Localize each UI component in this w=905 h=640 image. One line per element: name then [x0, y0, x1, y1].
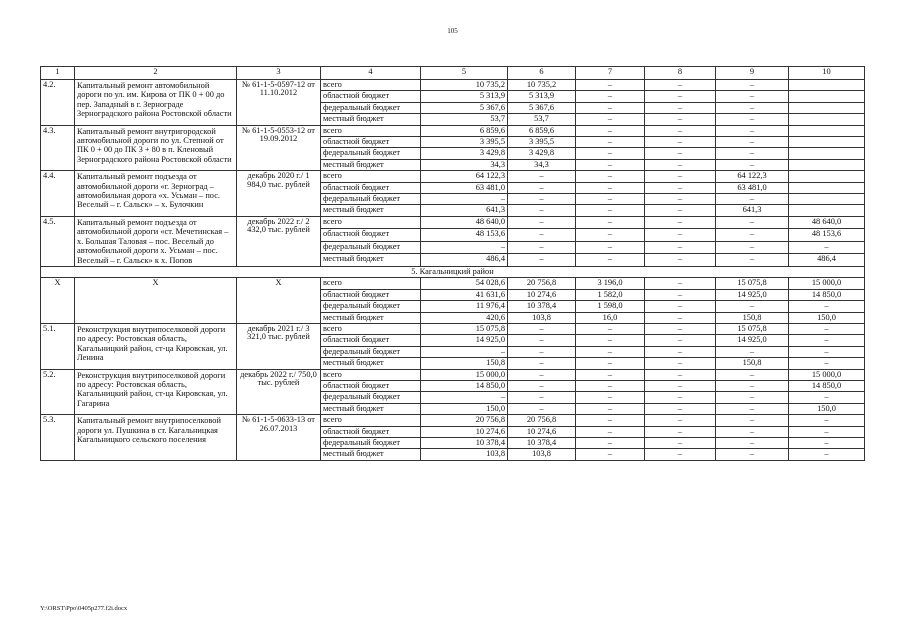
amount-cell	[789, 159, 865, 170]
funding-source: всего	[321, 125, 421, 136]
amount-cell: –	[508, 216, 576, 229]
amount-cell: –	[421, 194, 508, 205]
amount-cell: 10 378,4	[508, 438, 576, 449]
amount-cell: 3 429,8	[421, 148, 508, 159]
amount-cell: 14 850,0	[789, 289, 865, 300]
amount-cell: –	[645, 358, 716, 369]
amount-cell: –	[645, 278, 716, 289]
amount-cell: –	[716, 194, 789, 205]
amount-cell: 63 481,0	[421, 182, 508, 193]
amount-cell: –	[576, 241, 645, 254]
amount-cell: –	[716, 229, 789, 242]
column-header: 3	[237, 67, 321, 80]
amount-cell	[789, 194, 865, 205]
amount-cell: –	[716, 449, 789, 460]
amount-cell: 10 378,4	[421, 438, 508, 449]
amount-cell: 3 196,0	[576, 278, 645, 289]
total-marker: Х	[41, 278, 75, 324]
amount-cell: –	[645, 438, 716, 449]
amount-cell: 14 925,0	[716, 335, 789, 346]
amount-cell: –	[716, 216, 789, 229]
funding-source: местный бюджет	[321, 358, 421, 369]
funding-source: областной бюджет	[321, 289, 421, 300]
amount-cell: –	[508, 205, 576, 216]
amount-cell: 14 850,0	[421, 380, 508, 391]
amount-cell: –	[576, 254, 645, 267]
amount-cell: –	[576, 323, 645, 334]
amount-cell: –	[789, 426, 865, 437]
amount-cell: 15 000,0	[421, 369, 508, 380]
amount-cell: –	[576, 403, 645, 414]
amount-cell: –	[645, 403, 716, 414]
column-header: 4	[321, 67, 421, 80]
amount-cell: –	[716, 415, 789, 426]
amount-cell: –	[576, 346, 645, 357]
funding-source: местный бюджет	[321, 254, 421, 267]
amount-cell: 15 075,8	[716, 278, 789, 289]
table-row	[41, 278, 865, 289]
amount-cell: –	[508, 171, 576, 182]
amount-cell: –	[645, 159, 716, 170]
amount-cell	[789, 171, 865, 182]
amount-cell: 1 598,0	[576, 301, 645, 312]
amount-cell: 103,8	[421, 449, 508, 460]
amount-cell: 150,8	[716, 312, 789, 323]
amount-cell: 103,8	[508, 312, 576, 323]
amount-cell: 641,3	[421, 205, 508, 216]
object-name: Капитальный ремонт внутрипоселковой дороги ул. Пушкина в ст. Кагальницкая Кагальницкого сельского поселения	[75, 415, 237, 461]
amount-cell: 41 631,6	[421, 289, 508, 300]
amount-cell: 5 367,6	[421, 102, 508, 113]
amount-cell: –	[576, 80, 645, 91]
section-title: 5. Кагальницкий район	[41, 266, 865, 277]
amount-cell: 3 429,8	[508, 148, 576, 159]
amount-cell: –	[789, 335, 865, 346]
table-row	[41, 125, 865, 136]
table-row	[41, 216, 865, 229]
row-number: 4.5.	[41, 216, 75, 266]
funding-source: федеральный бюджет	[321, 301, 421, 312]
amount-cell: 10 735,2	[508, 80, 576, 91]
amount-cell: –	[645, 289, 716, 300]
amount-cell: 3 395,5	[421, 137, 508, 148]
amount-cell: –	[789, 449, 865, 460]
column-header: 6	[508, 67, 576, 80]
funding-source: областной бюджет	[321, 229, 421, 242]
amount-cell: 5 313,9	[421, 91, 508, 102]
amount-cell: 34,3	[421, 159, 508, 170]
section-row	[41, 266, 865, 277]
amount-cell: –	[508, 335, 576, 346]
amount-cell: 6 859,6	[421, 125, 508, 136]
amount-cell: –	[576, 137, 645, 148]
amount-cell: –	[576, 229, 645, 242]
row-number: 5.2.	[41, 369, 75, 415]
amount-cell	[789, 80, 865, 91]
column-header: 7	[576, 67, 645, 80]
amount-cell: –	[645, 182, 716, 193]
amount-cell: –	[716, 114, 789, 125]
amount-cell: –	[576, 392, 645, 403]
table-row	[41, 369, 865, 380]
amount-cell	[789, 137, 865, 148]
amount-cell: –	[576, 171, 645, 182]
object-name: Капитальный ремонт автомобильной дороги по ул. им. Кирова от ПК 0 + 00 до пер. Западный в г. Зернограде Зерноградского района Ростовской области	[75, 80, 237, 126]
document-info: декабрь 2022 г./ 2 432,0 тыс. рублей	[237, 216, 321, 266]
funding-source: областной бюджет	[321, 426, 421, 437]
amount-cell: –	[645, 216, 716, 229]
funding-source: областной бюджет	[321, 137, 421, 148]
amount-cell: –	[645, 205, 716, 216]
amount-cell: –	[576, 216, 645, 229]
amount-cell: –	[576, 125, 645, 136]
amount-cell: 53,7	[508, 114, 576, 125]
amount-cell: –	[716, 91, 789, 102]
amount-cell: –	[716, 159, 789, 170]
amount-cell: –	[789, 301, 865, 312]
amount-cell: –	[508, 182, 576, 193]
funding-source: федеральный бюджет	[321, 392, 421, 403]
amount-cell: –	[576, 415, 645, 426]
amount-cell: –	[789, 323, 865, 334]
funding-source: федеральный бюджет	[321, 148, 421, 159]
page-number: 105	[447, 27, 458, 35]
amount-cell: –	[576, 426, 645, 437]
amount-cell: –	[576, 102, 645, 113]
object-name: Реконструкция внутрипоселковой дороги по адресу: Ростовская область, Кагальницкий район, ст-ца Кировская, ул. Гагарина	[75, 369, 237, 415]
amount-cell: 1 582,0	[576, 289, 645, 300]
amount-cell: –	[716, 392, 789, 403]
amount-cell: –	[645, 380, 716, 391]
amount-cell: –	[576, 182, 645, 193]
budget-table	[40, 66, 865, 461]
funding-source: федеральный бюджет	[321, 346, 421, 357]
amount-cell: 150,0	[789, 312, 865, 323]
funding-source: областной бюджет	[321, 335, 421, 346]
amount-cell: 15 075,8	[421, 323, 508, 334]
amount-cell: –	[716, 137, 789, 148]
amount-cell: –	[576, 438, 645, 449]
amount-cell: –	[716, 241, 789, 254]
amount-cell: –	[508, 229, 576, 242]
amount-cell: 10 274,6	[421, 426, 508, 437]
amount-cell: –	[716, 438, 789, 449]
header-row	[41, 67, 865, 80]
amount-cell: 20 756,8	[508, 278, 576, 289]
amount-cell: –	[508, 392, 576, 403]
amount-cell: –	[576, 148, 645, 159]
amount-cell: 54 028,6	[421, 278, 508, 289]
amount-cell: –	[645, 114, 716, 125]
amount-cell: –	[645, 80, 716, 91]
amount-cell: 10 274,6	[508, 426, 576, 437]
document-info: декабрь 2021 г./ 3 321,0 тыс. рублей	[237, 323, 321, 369]
amount-cell: –	[576, 449, 645, 460]
amount-cell: 10 735,2	[421, 80, 508, 91]
amount-cell: 5 313,9	[508, 91, 576, 102]
amount-cell: –	[789, 438, 865, 449]
row-number: 4.2.	[41, 80, 75, 126]
amount-cell: 15 000,0	[789, 369, 865, 380]
amount-cell: –	[645, 323, 716, 334]
funding-source: местный бюджет	[321, 449, 421, 460]
amount-cell: –	[421, 392, 508, 403]
amount-cell: 420,6	[421, 312, 508, 323]
amount-cell: –	[645, 335, 716, 346]
amount-cell: 486,4	[789, 254, 865, 267]
funding-source: областной бюджет	[321, 380, 421, 391]
amount-cell	[789, 148, 865, 159]
amount-cell	[789, 114, 865, 125]
document-info: декабрь 2020 г./ 1 984,0 тыс. рублей	[237, 171, 321, 217]
table-row	[41, 171, 865, 182]
amount-cell: –	[645, 91, 716, 102]
amount-cell: –	[576, 358, 645, 369]
amount-cell: 16,0	[576, 312, 645, 323]
amount-cell: –	[645, 171, 716, 182]
amount-cell: –	[645, 415, 716, 426]
amount-cell: 48 640,0	[789, 216, 865, 229]
amount-cell: 48 640,0	[421, 216, 508, 229]
amount-cell	[789, 205, 865, 216]
amount-cell: –	[716, 301, 789, 312]
amount-cell: –	[645, 392, 716, 403]
funding-source: всего	[321, 323, 421, 334]
amount-cell: 150,8	[716, 358, 789, 369]
amount-cell: –	[716, 125, 789, 136]
amount-cell	[789, 102, 865, 113]
amount-cell: 150,0	[421, 403, 508, 414]
amount-cell: –	[508, 403, 576, 414]
amount-cell	[789, 182, 865, 193]
funding-source: местный бюджет	[321, 312, 421, 323]
amount-cell: 3 395,5	[508, 137, 576, 148]
file-path-footer: Y:\ORST\Ppo\0405p277.f2i.docx	[40, 605, 128, 612]
amount-cell: 10 378,4	[508, 301, 576, 312]
amount-cell: –	[789, 241, 865, 254]
amount-cell: 5 367,6	[508, 102, 576, 113]
amount-cell: 63 481,0	[716, 182, 789, 193]
amount-cell: 64 122,3	[421, 171, 508, 182]
amount-cell: –	[645, 369, 716, 380]
amount-cell: –	[716, 380, 789, 391]
amount-cell: –	[645, 137, 716, 148]
amount-cell: –	[576, 380, 645, 391]
funding-source: местный бюджет	[321, 403, 421, 414]
column-header: 5	[421, 67, 508, 80]
document-info: № 61-1-5-0597-12 от 11.10.2012	[237, 80, 321, 126]
amount-cell: –	[645, 346, 716, 357]
amount-cell: –	[789, 415, 865, 426]
amount-cell: –	[576, 335, 645, 346]
amount-cell: –	[716, 80, 789, 91]
amount-cell: 15 000,0	[789, 278, 865, 289]
amount-cell: –	[645, 194, 716, 205]
amount-cell: –	[716, 148, 789, 159]
amount-cell: 20 756,8	[421, 415, 508, 426]
amount-cell: –	[645, 426, 716, 437]
amount-cell: –	[508, 194, 576, 205]
amount-cell: –	[508, 346, 576, 357]
amount-cell	[789, 125, 865, 136]
amount-cell: –	[645, 241, 716, 254]
object-name: Реконструкция внутрипоселковой дороги по адресу: Ростовская область, Кагальницкий район, ст-ца Кировская, ул. Ленина	[75, 323, 237, 369]
amount-cell: –	[576, 194, 645, 205]
column-header: 8	[645, 67, 716, 80]
amount-cell: –	[645, 301, 716, 312]
amount-cell: –	[645, 254, 716, 267]
document-info: № 61-1-5-0633-13 от 26.07.2013	[237, 415, 321, 461]
amount-cell: 641,3	[716, 205, 789, 216]
amount-cell: –	[645, 229, 716, 242]
amount-cell: 48 153,6	[421, 229, 508, 242]
funding-source: федеральный бюджет	[321, 241, 421, 254]
amount-cell: –	[716, 102, 789, 113]
funding-source: всего	[321, 216, 421, 229]
amount-cell: 34,3	[508, 159, 576, 170]
funding-source: федеральный бюджет	[321, 194, 421, 205]
table-row	[41, 80, 865, 91]
amount-cell: 103,8	[508, 449, 576, 460]
funding-source: местный бюджет	[321, 205, 421, 216]
amount-cell: –	[645, 312, 716, 323]
amount-cell: 14 925,0	[421, 335, 508, 346]
object-name: Капитальный ремонт подъезда от автомобильной дороги «ст. Мечетинская – х. Большая Таловая – пос. Веселый до автомобильной дороги х. Усьман – пос. Веселый – г. Сальск» к х. Попов	[75, 216, 237, 266]
funding-source: всего	[321, 278, 421, 289]
amount-cell: –	[508, 369, 576, 380]
amount-cell: –	[576, 159, 645, 170]
amount-cell: –	[789, 358, 865, 369]
amount-cell: 14 850,0	[789, 380, 865, 391]
total-marker: Х	[237, 278, 321, 324]
amount-cell: –	[421, 241, 508, 254]
amount-cell: 14 925,0	[716, 289, 789, 300]
amount-cell: 15 075,8	[716, 323, 789, 334]
amount-cell: –	[645, 148, 716, 159]
amount-cell: –	[508, 358, 576, 369]
amount-cell: 6 859,6	[508, 125, 576, 136]
amount-cell: 150,0	[789, 403, 865, 414]
amount-cell: –	[716, 254, 789, 267]
funding-source: всего	[321, 80, 421, 91]
amount-cell: –	[576, 91, 645, 102]
amount-cell: –	[508, 241, 576, 254]
amount-cell: –	[716, 403, 789, 414]
funding-source: всего	[321, 369, 421, 380]
funding-source: местный бюджет	[321, 114, 421, 125]
object-name: Капитальный ремонт подъезда от автомобильной дороги «г. Зерноград – автомобильная дорога «х. Усьман – пос. Веселый – г. Сальск» – х. Булочкин	[75, 171, 237, 217]
table-row	[41, 323, 865, 334]
amount-cell: –	[421, 346, 508, 357]
table-row	[41, 415, 865, 426]
amount-cell: –	[716, 346, 789, 357]
row-number: 4.4.	[41, 171, 75, 217]
column-header: 10	[789, 67, 865, 80]
column-header: 1	[41, 67, 75, 80]
amount-cell: 11 976,4	[421, 301, 508, 312]
amount-cell	[789, 91, 865, 102]
amount-cell: 53,7	[421, 114, 508, 125]
amount-cell: –	[789, 346, 865, 357]
row-number: 5.3.	[41, 415, 75, 461]
row-number: 5.1.	[41, 323, 75, 369]
amount-cell: 20 756,8	[508, 415, 576, 426]
amount-cell: –	[645, 449, 716, 460]
funding-source: всего	[321, 171, 421, 182]
object-name: Капитальный ремонт внутригородской автомобильной дороги по ул. Степной от ПК 0 + 00 до ПК 3 + 80 в п. Кленовый Зерноградского района Ростовской области	[75, 125, 237, 171]
row-number: 4.3.	[41, 125, 75, 171]
amount-cell: –	[508, 254, 576, 267]
table-body	[41, 67, 865, 461]
amount-cell: –	[576, 114, 645, 125]
amount-cell: –	[716, 369, 789, 380]
amount-cell: 150,8	[421, 358, 508, 369]
amount-cell: 486,4	[421, 254, 508, 267]
amount-cell: –	[645, 102, 716, 113]
amount-cell: –	[645, 125, 716, 136]
funding-source: всего	[321, 415, 421, 426]
amount-cell: 10 274,6	[508, 289, 576, 300]
funding-source: федеральный бюджет	[321, 102, 421, 113]
document-info: декабрь 2022 г./ 750,0 тыс. рублей	[237, 369, 321, 415]
amount-cell: –	[508, 323, 576, 334]
column-header: 9	[716, 67, 789, 80]
amount-cell: –	[576, 205, 645, 216]
amount-cell: –	[789, 392, 865, 403]
amount-cell: –	[716, 426, 789, 437]
total-marker: Х	[75, 278, 237, 324]
document-info: № 61-1-5-0553-12 от 19.09.2012	[237, 125, 321, 171]
funding-source: федеральный бюджет	[321, 438, 421, 449]
column-header: 2	[75, 67, 237, 80]
amount-cell: 48 153,6	[789, 229, 865, 242]
amount-cell: –	[508, 380, 576, 391]
amount-cell: –	[576, 369, 645, 380]
funding-source: местный бюджет	[321, 159, 421, 170]
amount-cell: 64 122,3	[716, 171, 789, 182]
funding-source: областной бюджет	[321, 182, 421, 193]
funding-source: областной бюджет	[321, 91, 421, 102]
